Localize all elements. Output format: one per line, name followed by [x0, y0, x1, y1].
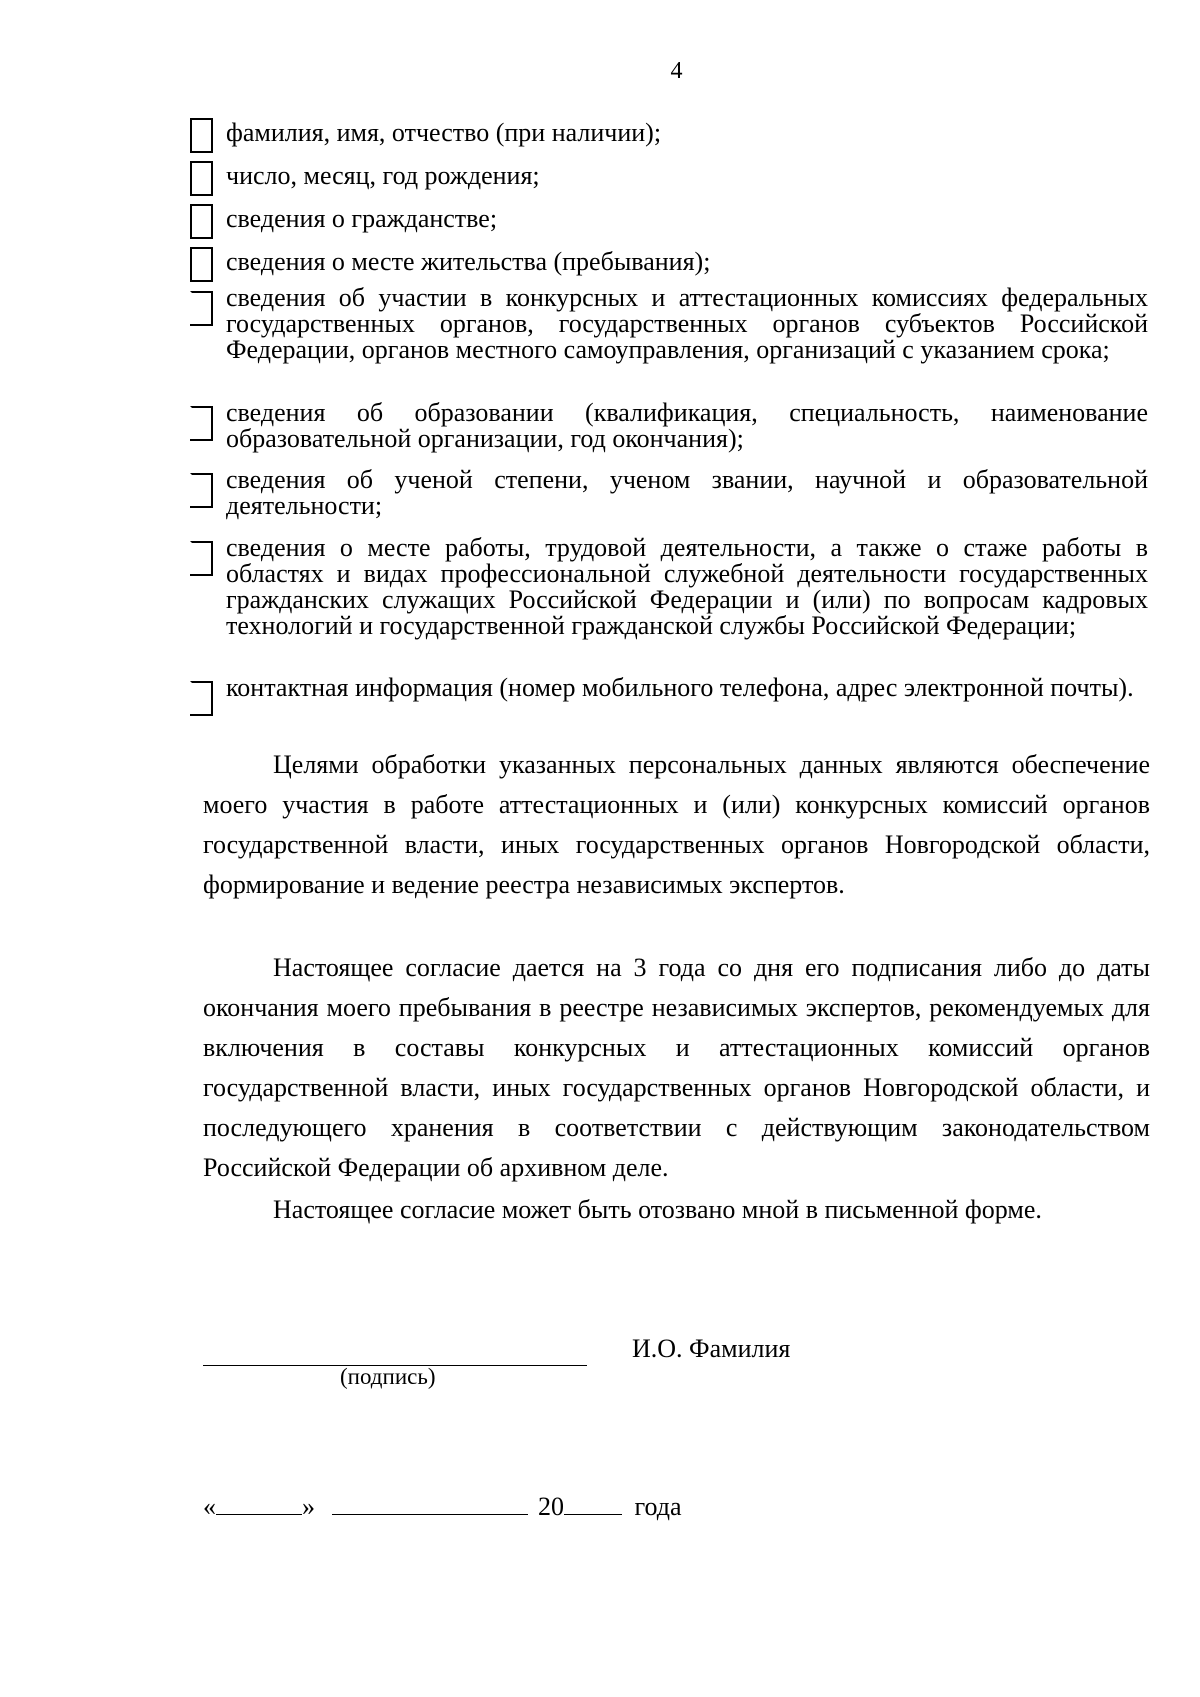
revocation-paragraph: Настоящее согласие может быть отозвано мной в письменной форме. — [273, 1195, 1042, 1224]
close-quote: » — [302, 1492, 315, 1521]
year-prefix: 20 — [538, 1492, 564, 1521]
checkbox[interactable] — [190, 473, 213, 508]
signer-name: И.О. Фамилия — [632, 1334, 791, 1363]
checklist-item-text: сведения об образовании (квалификация, специальность, наименование образовательной организации, год окончания); — [226, 398, 1148, 453]
checklist-item — [190, 535, 1148, 670]
checkbox[interactable] — [190, 681, 213, 716]
checklist-item — [190, 241, 1148, 281]
purpose-paragraph: Целями обработки указанных персональных данных являются обеспечение моего участия в работе аттестационных и (или) конкурсных комиссий органов государственной власти, иных государственных органов Новгородской области, формирование и ведение реестра независимых экспертов. — [203, 750, 1150, 899]
year-blank[interactable] — [564, 1490, 622, 1515]
term-paragraph: Настоящее согласие дается на 3 года со дня его подписания либо до даты окончания моего пребывания в реестре независимых экспертов, рекомендуемых для включения в составы конкурсных и аттестационных комиссий органов государственной власти, иных государственных органов Новгородской области, и последующего хранения в соответствии с действующим законодательством Российской Федерации об архивном деле. — [203, 953, 1150, 1182]
year-word: года — [634, 1492, 682, 1521]
checkbox[interactable] — [190, 406, 213, 441]
checklist-item-text: сведения о гражданстве; — [226, 204, 498, 233]
checkbox[interactable] — [190, 118, 213, 153]
checklist-item — [190, 285, 1148, 395]
checklist-item-text: сведения об участии в конкурсных и аттестационных комиссиях федеральных государственных органов, государственных органов субъектов Российской Федерации, органов местного самоуправления, организаций с указанием срока; — [226, 283, 1148, 364]
open-quote: « — [203, 1492, 216, 1521]
checklist-item — [190, 155, 1148, 195]
checklist-item — [190, 400, 1148, 460]
checklist-item — [190, 675, 1148, 735]
checklist-item — [190, 198, 1148, 238]
checklist-item-text: контактная информация (номер мобильного телефона, адрес электронной почты). — [226, 673, 1134, 702]
checklist-item-text: фамилия, имя, отчество (при наличии); — [226, 118, 662, 147]
checkbox[interactable] — [190, 541, 213, 576]
checklist-item — [190, 112, 1148, 152]
checklist-item — [190, 467, 1148, 527]
checklist-item-text: сведения об ученой степени, ученом звании, научной и образовательной деятельности; — [226, 465, 1148, 520]
day-blank[interactable] — [216, 1490, 302, 1515]
checklist-item-text: число, месяц, год рождения; — [226, 161, 540, 190]
signature-caption: (подпись) — [340, 1364, 436, 1389]
checkbox[interactable] — [190, 291, 213, 326]
page-number: 4 — [670, 58, 683, 84]
checkbox[interactable] — [190, 161, 213, 196]
checkbox[interactable] — [190, 247, 213, 282]
date-line — [203, 1490, 682, 1522]
checklist-item-text: сведения о месте работы, трудовой деятельности, а также о стаже работы в областях и видах профессиональной служебной деятельности государственных гражданских служащих Российской Федерации и (или) по вопросам кадровых технологий и государственной гражданской службы Российской Федерации; — [226, 533, 1148, 640]
month-blank[interactable] — [332, 1490, 528, 1515]
checkbox[interactable] — [190, 204, 213, 239]
checklist-item-text: сведения о месте жительства (пребывания); — [226, 247, 711, 276]
